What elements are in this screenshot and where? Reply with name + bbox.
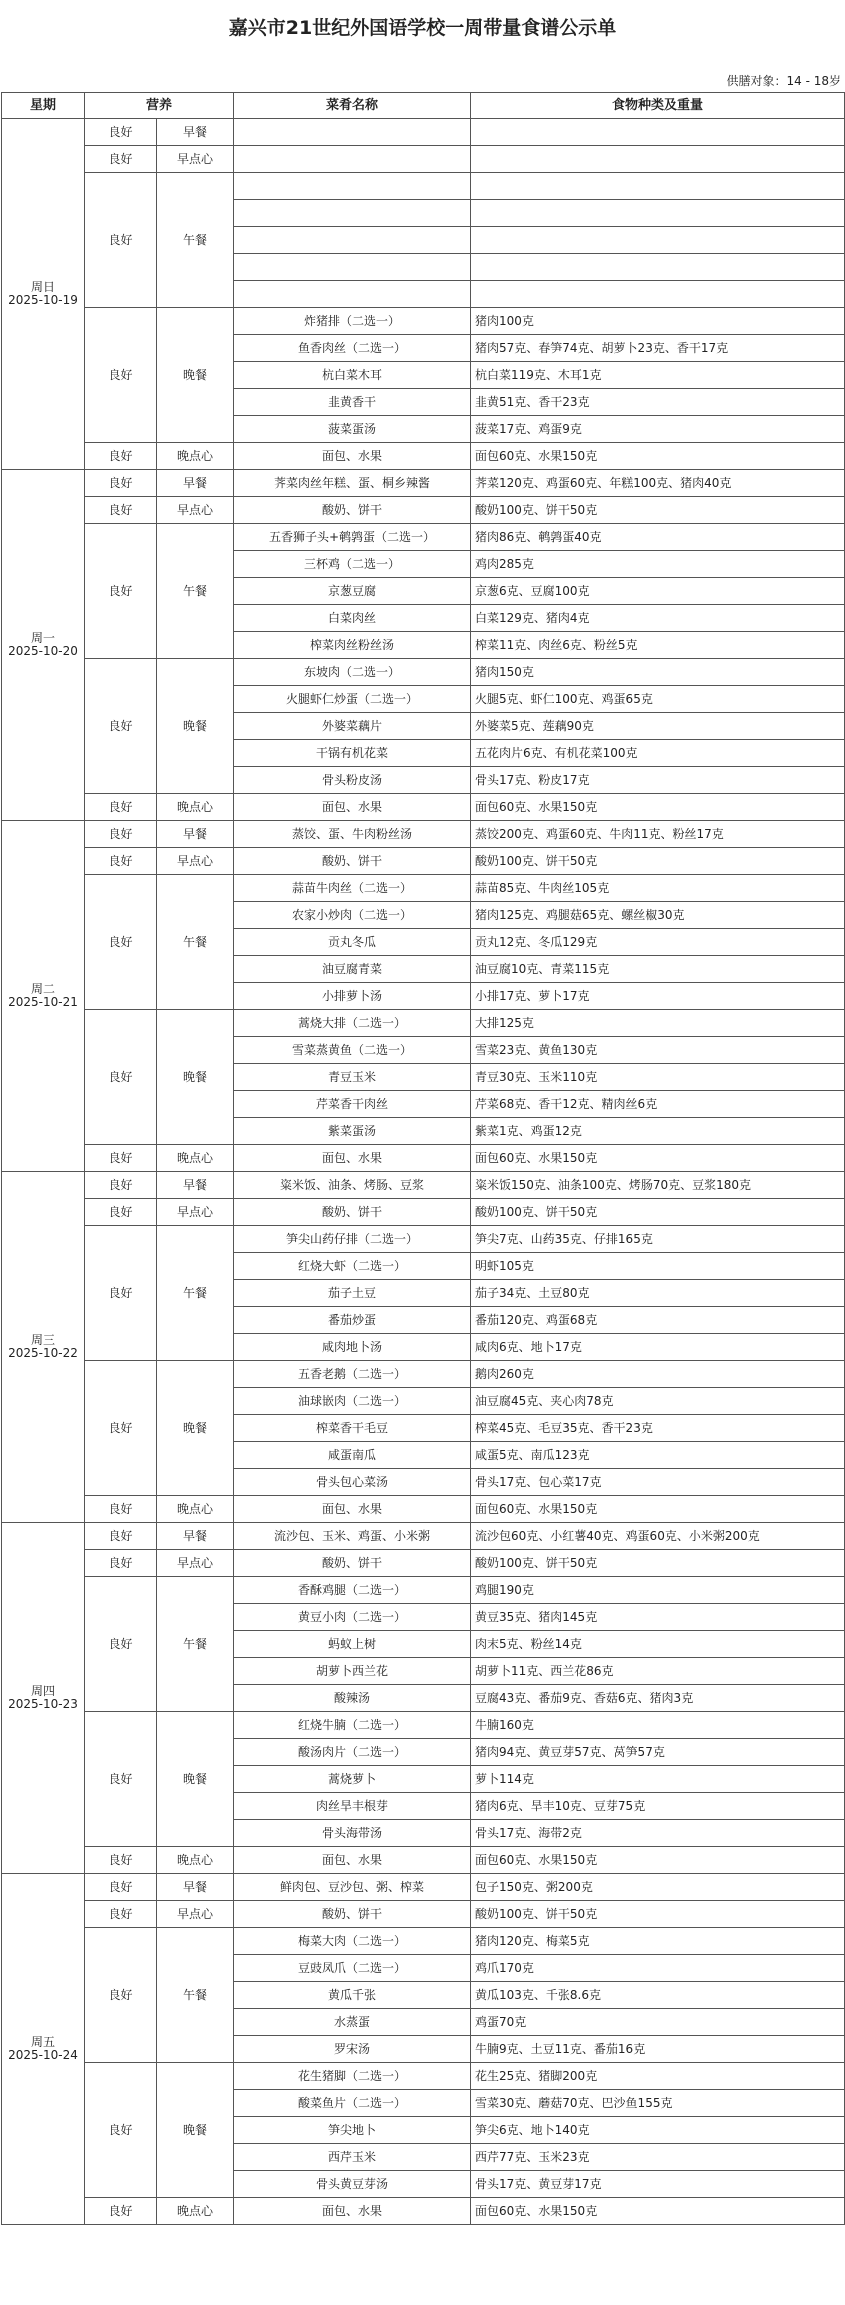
date-label: 2025-10-19 [8,293,78,307]
day-cell [2,1172,85,1523]
food-weight-cell: 骨头17克、黄豆芽17克 [471,2171,845,2198]
dish-name-cell: 流沙包、玉米、鸡蛋、小米粥 [234,1523,471,1550]
meal-type-cell: 早点心 [157,1901,234,1928]
food-weight-cell [471,146,845,173]
dish-name-cell: 酸奶、饼干 [234,1199,471,1226]
meal-type-cell: 晚餐 [157,1361,234,1496]
food-weight-cell: 面包60克、水果150克 [471,1496,845,1523]
date-label: 2025-10-20 [8,644,78,658]
nutrition-cell: 良好 [85,2063,157,2198]
meal-type-cell: 午餐 [157,875,234,1010]
food-weight-cell: 猪肉86克、鹌鹑蛋40克 [471,524,845,551]
food-weight-cell: 粢米饭150克、油条100克、烤肠70克、豆浆180克 [471,1172,845,1199]
food-weight-cell: 流沙包60克、小红薯40克、鸡蛋60克、小米粥200克 [471,1523,845,1550]
food-weight-cell: 花生25克、猪脚200克 [471,2063,845,2090]
table-row [2,524,845,551]
food-weight-cell [471,281,845,308]
food-weight-cell: 黄豆35克、猪肉145克 [471,1604,845,1631]
meal-type-cell: 早点心 [157,1199,234,1226]
food-weight-cell: 鸡肉285克 [471,551,845,578]
table-row [2,1901,845,1928]
dish-name-cell: 笋尖山药仔排（二选一） [234,1226,471,1253]
dish-name-cell [234,146,471,173]
weekday-label: 周四 [30,1684,55,1698]
nutrition-cell: 良好 [85,1199,157,1226]
nutrition-cell: 良好 [85,524,157,659]
dish-name-cell: 榨菜肉丝粉丝汤 [234,632,471,659]
food-weight-cell: 骨头17克、粉皮17克 [471,767,845,794]
day-cell [2,119,85,470]
nutrition-cell: 良好 [85,1172,157,1199]
dish-name-cell: 荠菜肉丝年糕、蛋、桐乡辣酱 [234,470,471,497]
food-weight-cell: 面包60克、水果150克 [471,2198,845,2225]
dish-name-cell: 面包、水果 [234,1496,471,1523]
food-weight-cell: 酸奶100克、饼干50克 [471,1199,845,1226]
dish-name-cell: 酸菜鱼片（二选一） [234,2090,471,2117]
dish-name-cell: 炸猪排（二选一） [234,308,471,335]
table-row [2,308,845,335]
nutrition-cell: 良好 [85,146,157,173]
food-weight-cell: 猪肉125克、鸡腿菇65克、螺丝椒30克 [471,902,845,929]
meal-type-cell: 晚餐 [157,659,234,794]
dish-name-cell: 三杯鸡（二选一） [234,551,471,578]
day-cell [2,470,85,821]
dish-name-cell: 粢米饭、油条、烤肠、豆浆 [234,1172,471,1199]
table-row [2,848,845,875]
meal-type-cell: 早餐 [157,1172,234,1199]
dish-name-cell: 蒜苗牛肉丝（二选一） [234,875,471,902]
food-weight-cell: 猪肉6克、旱丰10克、豆芽75克 [471,1793,845,1820]
meal-type-cell: 晚餐 [157,308,234,443]
dish-name-cell: 京葱豆腐 [234,578,471,605]
table-row [2,821,845,848]
food-weight-cell: 猪肉57克、春笋74克、胡萝卜23克、香干17克 [471,335,845,362]
food-weight-cell: 酸奶100克、饼干50克 [471,848,845,875]
food-weight-cell: 牛腩160克 [471,1712,845,1739]
table-row [2,1172,845,1199]
dish-name-cell: 面包、水果 [234,443,471,470]
nutrition-cell: 良好 [85,848,157,875]
food-weight-cell [471,119,845,146]
meal-type-cell: 晚点心 [157,1496,234,1523]
dish-name-cell: 农家小炒肉（二选一） [234,902,471,929]
table-row [2,443,845,470]
day-cell [2,821,85,1172]
food-weight-cell: 明虾105克 [471,1253,845,1280]
food-weight-cell: 油豆腐10克、青菜115克 [471,956,845,983]
dish-name-cell: 酸汤肉片（二选一） [234,1739,471,1766]
meal-type-cell: 早点心 [157,146,234,173]
table-row [2,173,845,200]
dish-name-cell: 酸奶、饼干 [234,1550,471,1577]
table-row [2,1199,845,1226]
dish-name-cell: 芹菜香干肉丝 [234,1091,471,1118]
dish-name-cell [234,119,471,146]
dish-name-cell: 酸辣汤 [234,1685,471,1712]
table-row [2,1847,845,1874]
dish-name-cell: 蒸饺、蛋、牛肉粉丝汤 [234,821,471,848]
meal-type-cell: 晚餐 [157,1010,234,1145]
food-weight-cell: 紫菜1克、鸡蛋12克 [471,1118,845,1145]
nutrition-cell: 良好 [85,794,157,821]
food-weight-cell: 京葱6克、豆腐100克 [471,578,845,605]
nutrition-cell: 良好 [85,1874,157,1901]
dish-name-cell: 咸肉地卜汤 [234,1334,471,1361]
meal-type-cell: 早餐 [157,470,234,497]
nutrition-cell: 良好 [85,1901,157,1928]
header-dish-name: 菜肴名称 [234,93,471,119]
meal-type-cell: 晚点心 [157,1145,234,1172]
meal-type-cell: 早点心 [157,848,234,875]
table-row [2,659,845,686]
food-weight-cell: 油豆腐45克、夹心肉78克 [471,1388,845,1415]
header-weekday: 星期 [2,93,85,119]
dish-name-cell: 青豆玉米 [234,1064,471,1091]
food-weight-cell: 杭白菜119克、木耳1克 [471,362,845,389]
food-weight-cell [471,254,845,281]
weekday-label: 周五 [30,2035,55,2049]
table-row [2,1145,845,1172]
food-weight-cell: 黄瓜103克、千张8.6克 [471,1982,845,2009]
food-weight-cell: 酸奶100克、饼干50克 [471,1901,845,1928]
food-weight-cell: 猪肉150克 [471,659,845,686]
food-weight-cell: 咸蛋5克、南瓜123克 [471,1442,845,1469]
table-row [2,1361,845,1388]
table-row [2,1874,845,1901]
dish-name-cell: 面包、水果 [234,1145,471,1172]
dish-name-cell: 红烧大虾（二选一） [234,1253,471,1280]
food-weight-cell: 外婆菜5克、莲藕90克 [471,713,845,740]
food-weight-cell: 面包60克、水果150克 [471,1145,845,1172]
dish-name-cell: 五香狮子头+鹌鹑蛋（二选一） [234,524,471,551]
dish-name-cell: 骨头海带汤 [234,1820,471,1847]
dish-name-cell: 油球嵌肉（二选一） [234,1388,471,1415]
meal-type-cell: 午餐 [157,524,234,659]
dish-name-cell: 笋尖地卜 [234,2117,471,2144]
nutrition-cell: 良好 [85,1496,157,1523]
food-weight-cell: 蒸饺200克、鸡蛋60克、牛肉11克、粉丝17克 [471,821,845,848]
table-row [2,1010,845,1037]
dish-name-cell: 咸蛋南瓜 [234,1442,471,1469]
menu-table-body [2,119,845,2225]
dish-name-cell: 茄子土豆 [234,1280,471,1307]
table-row [2,1496,845,1523]
meal-type-cell: 早餐 [157,1874,234,1901]
food-weight-cell: 小排17克、萝卜17克 [471,983,845,1010]
table-row [2,1928,845,1955]
nutrition-cell: 良好 [85,173,157,308]
food-weight-cell: 面包60克、水果150克 [471,1847,845,1874]
dish-name-cell: 菠菜蛋汤 [234,416,471,443]
date-label: 2025-10-21 [8,995,78,1009]
food-weight-cell: 白菜129克、猪肉4克 [471,605,845,632]
food-weight-cell: 荠菜120克、鸡蛋60克、年糕100克、猪肉40克 [471,470,845,497]
nutrition-cell: 良好 [85,1577,157,1712]
meal-type-cell: 午餐 [157,1226,234,1361]
dish-name-cell: 雪菜蒸黄鱼（二选一） [234,1037,471,1064]
food-weight-cell: 鸡腿190克 [471,1577,845,1604]
dish-name-cell: 鱼香肉丝（二选一） [234,335,471,362]
table-row [2,875,845,902]
dish-name-cell: 花生猪脚（二选一） [234,2063,471,2090]
dish-name-cell [234,281,471,308]
dish-name-cell: 杭白菜木耳 [234,362,471,389]
table-row [2,497,845,524]
meal-type-cell: 晚餐 [157,2063,234,2198]
food-weight-cell: 番茄120克、鸡蛋68克 [471,1307,845,1334]
food-weight-cell: 萝卜114克 [471,1766,845,1793]
food-weight-cell: 雪菜23克、黄鱼130克 [471,1037,845,1064]
table-row [2,1523,845,1550]
header-nutrition: 营养 [85,93,234,119]
table-row [2,1712,845,1739]
dish-name-cell [234,173,471,200]
food-weight-cell: 笋尖7克、山药35克、仔排165克 [471,1226,845,1253]
food-weight-cell: 胡萝卜11克、西兰花86克 [471,1658,845,1685]
table-row [2,2198,845,2225]
dish-name-cell: 鲜肉包、豆沙包、粥、榨菜 [234,1874,471,1901]
dish-name-cell: 番茄炒蛋 [234,1307,471,1334]
table-row [2,794,845,821]
dish-name-cell: 面包、水果 [234,2198,471,2225]
meal-type-cell: 早餐 [157,1523,234,1550]
food-weight-cell: 榨菜45克、毛豆35克、香干23克 [471,1415,845,1442]
food-weight-cell: 鸡蛋70克 [471,2009,845,2036]
dish-name-cell: 面包、水果 [234,794,471,821]
day-cell [2,1874,85,2225]
table-row [2,1226,845,1253]
food-weight-cell: 鸡爪170克 [471,1955,845,1982]
dish-name-cell: 蒿烧萝卜 [234,1766,471,1793]
nutrition-cell: 良好 [85,1523,157,1550]
food-weight-cell: 猪肉94克、黄豆芽57克、莴笋57克 [471,1739,845,1766]
meal-type-cell: 午餐 [157,173,234,308]
dish-name-cell: 紫菜蛋汤 [234,1118,471,1145]
food-weight-cell: 肉末5克、粉丝14克 [471,1631,845,1658]
dish-name-cell: 黄豆小肉（二选一） [234,1604,471,1631]
food-weight-cell: 西芹77克、玉米23克 [471,2144,845,2171]
dish-name-cell: 西芹玉米 [234,2144,471,2171]
food-weight-cell: 猪肉120克、梅菜5克 [471,1928,845,1955]
weekday-label: 周日 [30,280,55,294]
header-food-weight: 食物种类及重量 [471,93,845,119]
dish-name-cell: 白菜肉丝 [234,605,471,632]
nutrition-cell: 良好 [85,1847,157,1874]
table-row [2,119,845,146]
dish-name-cell: 外婆菜藕片 [234,713,471,740]
weekday-label: 周二 [30,982,55,996]
table-row [2,2063,845,2090]
nutrition-cell: 良好 [85,497,157,524]
dish-name-cell: 肉丝旱丰根芽 [234,1793,471,1820]
meal-type-cell: 午餐 [157,1577,234,1712]
nutrition-cell: 良好 [85,875,157,1010]
dish-name-cell: 梅菜大肉（二选一） [234,1928,471,1955]
dish-name-cell: 贡丸冬瓜 [234,929,471,956]
food-weight-cell: 贡丸12克、冬瓜129克 [471,929,845,956]
dish-name-cell: 骨头粉皮汤 [234,767,471,794]
food-weight-cell: 酸奶100克、饼干50克 [471,1550,845,1577]
meal-type-cell: 早餐 [157,119,234,146]
dish-name-cell: 香酥鸡腿（二选一） [234,1577,471,1604]
page-title: 嘉兴市21世纪外国语学校一周带量食谱公示单 [228,17,617,39]
food-weight-cell: 芹菜68克、香干12克、精肉丝6克 [471,1091,845,1118]
nutrition-cell: 良好 [85,1145,157,1172]
nutrition-cell: 良好 [85,1712,157,1847]
food-weight-cell: 菠菜17克、鸡蛋9克 [471,416,845,443]
table-header-row [2,93,845,119]
dish-name-cell [234,254,471,281]
date-label: 2025-10-22 [8,1346,78,1360]
nutrition-cell: 良好 [85,1226,157,1361]
food-weight-cell: 大排125克 [471,1010,845,1037]
food-weight-cell: 面包60克、水果150克 [471,443,845,470]
nutrition-cell: 良好 [85,2198,157,2225]
dish-name-cell [234,227,471,254]
meal-type-cell: 晚点心 [157,1847,234,1874]
food-weight-cell: 牛腩9克、土豆11克、番茄16克 [471,2036,845,2063]
food-weight-cell: 茄子34克、土豆80克 [471,1280,845,1307]
dish-name-cell: 五香老鹅（二选一） [234,1361,471,1388]
nutrition-cell: 良好 [85,1928,157,2063]
dish-name-cell: 干锅有机花菜 [234,740,471,767]
menu-table [1,92,845,2225]
day-cell [2,1523,85,1874]
food-weight-cell: 骨头17克、海带2克 [471,1820,845,1847]
food-weight-cell: 五花肉片6克、有机花菜100克 [471,740,845,767]
meal-type-cell: 早点心 [157,497,234,524]
audience-note: 供膳对象：14 - 18岁 [726,74,841,88]
table-row [2,1550,845,1577]
food-weight-cell: 韭黄51克、香干23克 [471,389,845,416]
table-row [2,470,845,497]
weekday-label: 周一 [30,631,55,645]
meal-type-cell: 晚点心 [157,794,234,821]
dish-name-cell: 酸奶、饼干 [234,1901,471,1928]
dish-name-cell: 油豆腐青菜 [234,956,471,983]
food-weight-cell: 青豆30克、玉米110克 [471,1064,845,1091]
dish-name-cell: 小排萝卜汤 [234,983,471,1010]
table-row [2,146,845,173]
food-weight-cell [471,173,845,200]
nutrition-cell: 良好 [85,821,157,848]
meal-type-cell: 早餐 [157,821,234,848]
nutrition-cell: 良好 [85,308,157,443]
food-weight-cell: 酸奶100克、饼干50克 [471,497,845,524]
food-weight-cell: 猪肉100克 [471,308,845,335]
nutrition-cell: 良好 [85,659,157,794]
dish-name-cell: 胡萝卜西兰花 [234,1658,471,1685]
dish-name-cell: 韭黄香干 [234,389,471,416]
food-weight-cell: 榨菜11克、肉丝6克、粉丝5克 [471,632,845,659]
food-weight-cell [471,227,845,254]
nutrition-cell: 良好 [85,119,157,146]
nutrition-cell: 良好 [85,1361,157,1496]
dish-name-cell: 骨头包心菜汤 [234,1469,471,1496]
dish-name-cell: 骨头黄豆芽汤 [234,2171,471,2198]
food-weight-cell: 面包60克、水果150克 [471,794,845,821]
dish-name-cell: 豆豉凤爪（二选一） [234,1955,471,1982]
dish-name-cell: 蒿烧大排（二选一） [234,1010,471,1037]
meal-type-cell: 午餐 [157,1928,234,2063]
meal-type-cell: 晚餐 [157,1712,234,1847]
food-weight-cell: 鹅肉260克 [471,1361,845,1388]
dish-name-cell: 红烧牛腩（二选一） [234,1712,471,1739]
meal-type-cell: 早点心 [157,1550,234,1577]
food-weight-cell: 骨头17克、包心菜17克 [471,1469,845,1496]
meal-type-cell: 晚点心 [157,443,234,470]
dish-name-cell: 火腿虾仁炒蛋（二选一） [234,686,471,713]
date-label: 2025-10-24 [8,2048,78,2062]
dish-name-cell: 蚂蚁上树 [234,1631,471,1658]
food-weight-cell: 包子150克、粥200克 [471,1874,845,1901]
dish-name-cell: 酸奶、饼干 [234,848,471,875]
meal-type-cell: 晚点心 [157,2198,234,2225]
dish-name-cell: 罗宋汤 [234,2036,471,2063]
nutrition-cell: 良好 [85,443,157,470]
food-weight-cell [471,200,845,227]
dish-name-cell [234,200,471,227]
nutrition-cell: 良好 [85,1010,157,1145]
food-weight-cell: 火腿5克、虾仁100克、鸡蛋65克 [471,686,845,713]
dish-name-cell: 酸奶、饼干 [234,497,471,524]
dish-name-cell: 榨菜香干毛豆 [234,1415,471,1442]
table-row [2,1577,845,1604]
food-weight-cell: 咸肉6克、地卜17克 [471,1334,845,1361]
food-weight-cell: 豆腐43克、番茄9克、香菇6克、猪肉3克 [471,1685,845,1712]
food-weight-cell: 雪菜30克、蘑菇70克、巴沙鱼155克 [471,2090,845,2117]
weekday-label: 周三 [30,1333,55,1347]
dish-name-cell: 黄瓜千张 [234,1982,471,2009]
dish-name-cell: 水蒸蛋 [234,2009,471,2036]
food-weight-cell: 蒜苗85克、牛肉丝105克 [471,875,845,902]
nutrition-cell: 良好 [85,1550,157,1577]
date-label: 2025-10-23 [8,1697,78,1711]
nutrition-cell: 良好 [85,470,157,497]
dish-name-cell: 面包、水果 [234,1847,471,1874]
dish-name-cell: 东坡肉（二选一） [234,659,471,686]
food-weight-cell: 笋尖6克、地卜140克 [471,2117,845,2144]
